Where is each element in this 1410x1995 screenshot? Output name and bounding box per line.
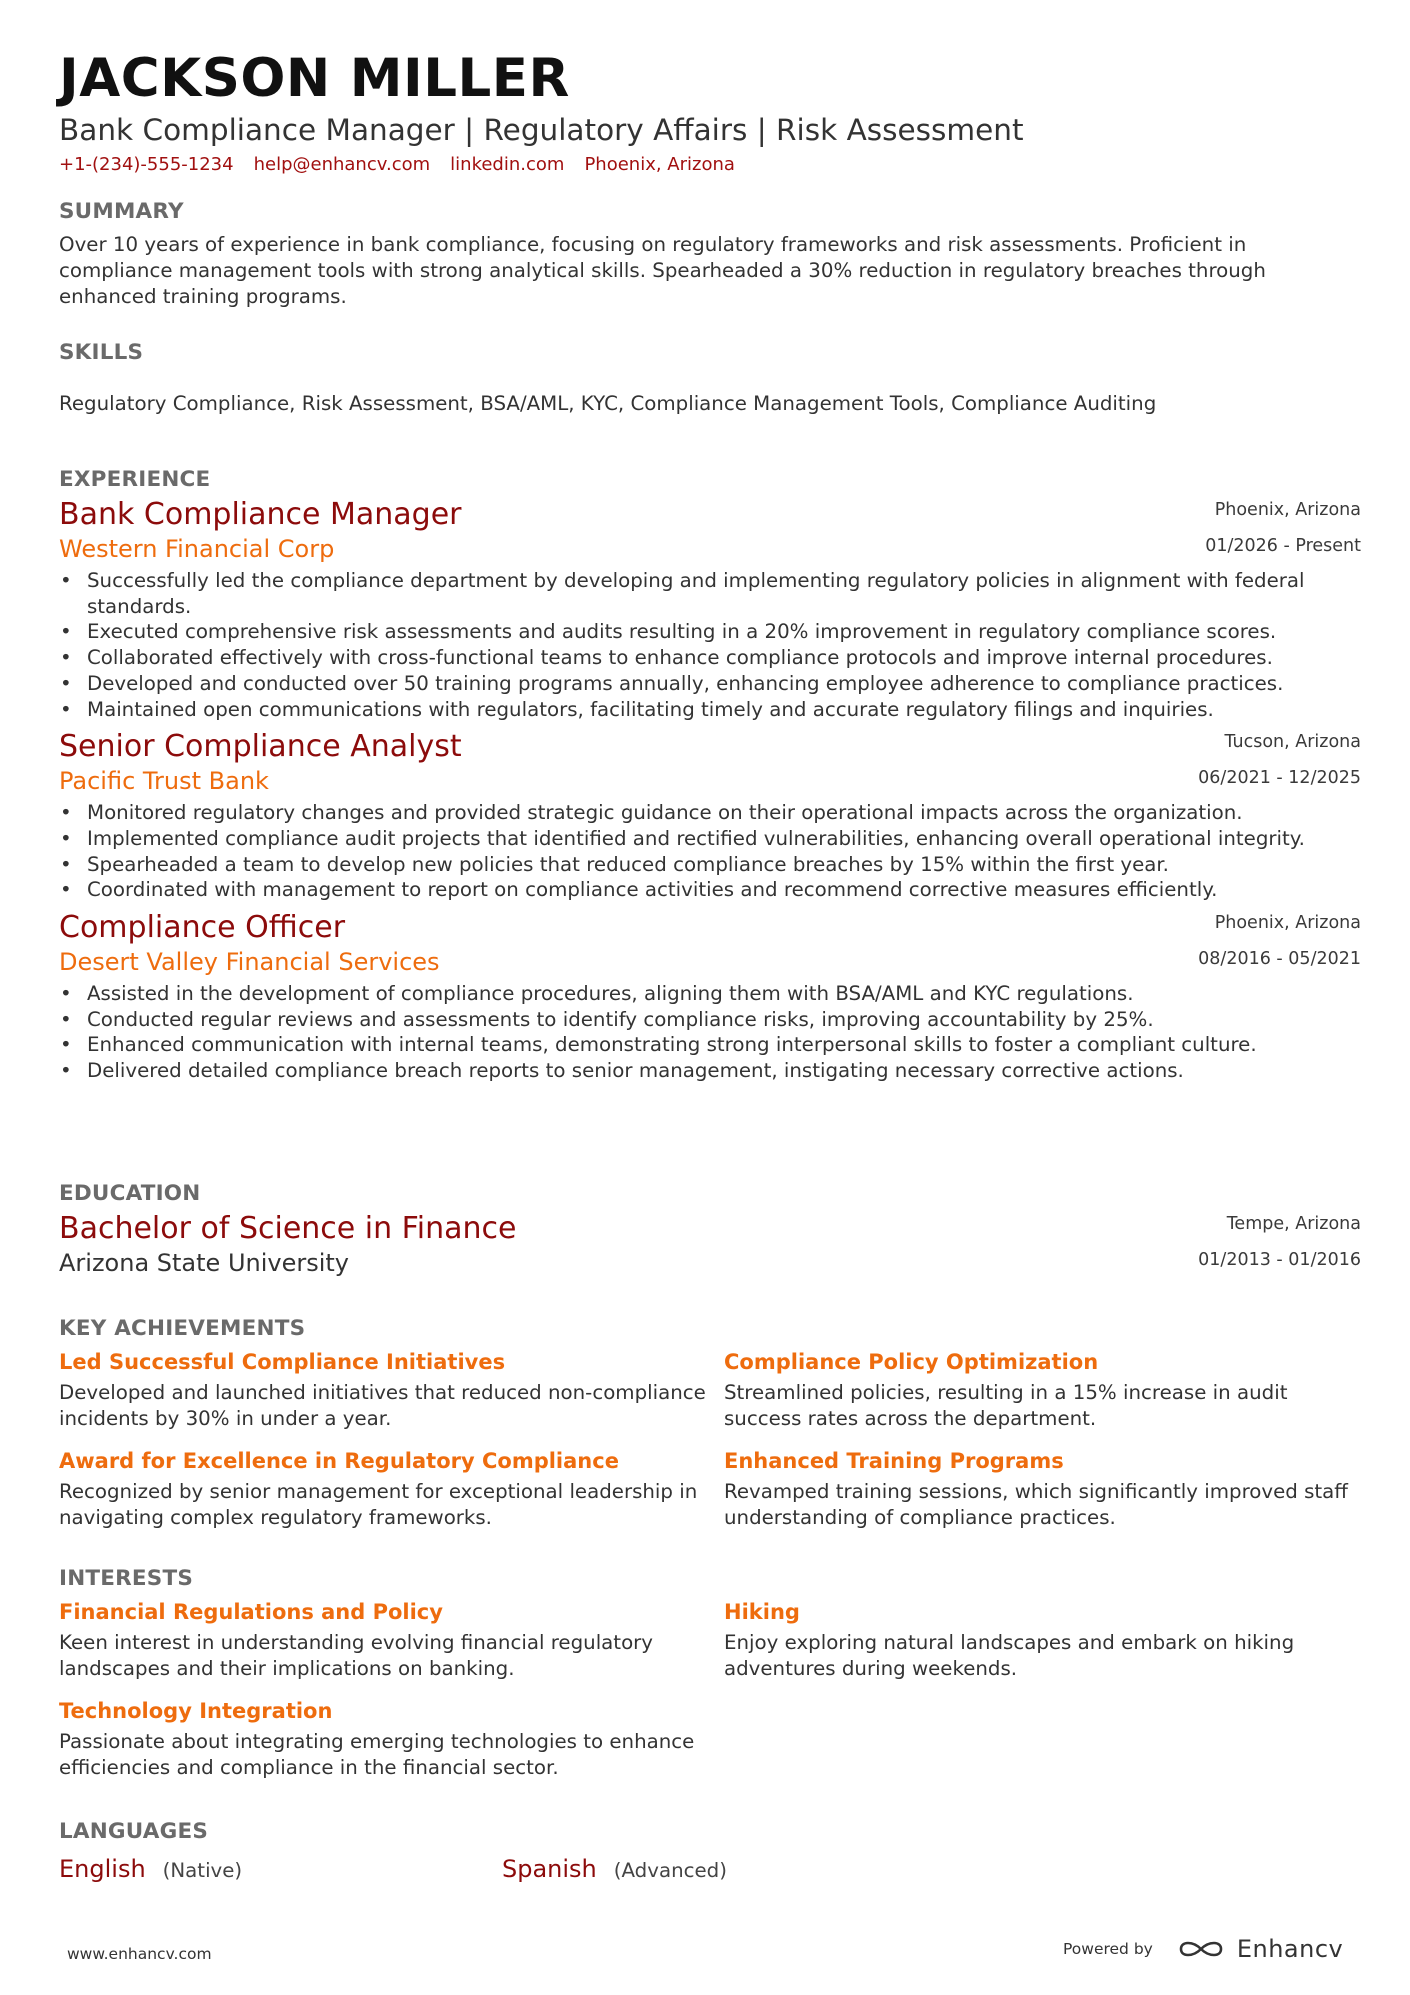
language-name: Spanish xyxy=(502,1855,597,1883)
section-title-experience: EXPERIENCE xyxy=(59,467,211,492)
achievement-title: Enhanced Training Programs xyxy=(724,1449,1064,1473)
achievement-desc: Revamped training sessions, which significantly improved staff understanding of compliance practices. xyxy=(724,1480,1348,1529)
job-title: Compliance Officer xyxy=(59,910,346,946)
education-degree: Bachelor of Science in Finance xyxy=(59,1211,517,1246)
interest-title: Financial Regulations and Policy xyxy=(59,1600,443,1624)
interests-grid xyxy=(59,1597,1359,1781)
section-title-education: EDUCATION xyxy=(59,1181,201,1206)
job-bullet: • Enhanced communication with internal teams, demonstrating strong interpersonal skills to foster a compliant culture. xyxy=(59,1032,1359,1058)
job-company: Desert Valley Financial Services xyxy=(59,948,440,977)
interests-section xyxy=(59,1564,1359,1781)
candidate-name: JACKSON MILLER xyxy=(59,48,570,109)
experience-section xyxy=(59,465,1359,1084)
achievement-card xyxy=(724,1347,1359,1432)
language-item xyxy=(59,1853,502,1887)
brand-name: Enhancv xyxy=(1236,1935,1344,1963)
interest-card xyxy=(724,1597,1359,1682)
job-title: Senior Compliance Analyst xyxy=(59,729,462,765)
achievement-card xyxy=(59,1446,724,1531)
job-bullet: • Delivered detailed compliance breach reports to senior management, instigating necessary corrective actions. xyxy=(59,1058,1359,1084)
job-company: Western Financial Corp xyxy=(59,535,335,563)
contact-row xyxy=(59,152,1359,178)
language-level: (Advanced) xyxy=(613,1859,727,1882)
skills-section xyxy=(59,338,1359,417)
candidate-headline: Bank Compliance Manager | Regulatory Affairs | Risk Assessment xyxy=(59,113,1024,147)
contact-email[interactable]: help@enhancv.com xyxy=(253,154,431,175)
job-location: Phoenix, Arizona xyxy=(1214,500,1361,520)
summary-section xyxy=(59,197,1359,310)
languages-section xyxy=(59,1817,1359,1887)
section-title-languages: LANGUAGES xyxy=(59,1819,209,1844)
education-school: Arizona State University xyxy=(59,1249,350,1277)
job-bullet: • Implemented compliance audit projects that identified and rectified vulnerabilities, enhancing overall operational integrity. xyxy=(59,826,1359,852)
achievement-desc: Recognized by senior management for exceptional leadership in navigating complex regulatory frameworks. xyxy=(59,1480,698,1529)
job-entry xyxy=(59,728,1359,903)
education-entry xyxy=(59,1210,1359,1279)
job-bullet: • Monitored regulatory changes and provided strategic guidance on their operational impacts across the organization. xyxy=(59,800,1359,826)
job-bullet: • Maintained open communications with regulators, facilitating timely and accurate regulatory filings and inquiries. xyxy=(59,697,1359,723)
achievement-title: Compliance Policy Optimization xyxy=(724,1350,1099,1374)
job-bullet: • Successfully led the compliance department by developing and implementing regulatory policies in alignment with federal standards. xyxy=(59,568,1359,619)
section-title-skills: SKILLS xyxy=(59,340,144,365)
footer-url[interactable]: www.enhancv.com xyxy=(67,1945,212,1963)
job-title: Bank Compliance Manager xyxy=(59,497,462,532)
skills-text: Regulatory Compliance, Risk Assessment, BSA/AML, KYC, Compliance Management Tools, Compliance Auditing xyxy=(59,392,1157,415)
achievement-card xyxy=(59,1347,724,1432)
section-title-interests: INTERESTS xyxy=(59,1566,194,1591)
achievement-title: Award for Excellence in Regulatory Compliance xyxy=(59,1449,619,1473)
interest-desc: Enjoy exploring natural landscapes and embark on hiking adventures during weekends. xyxy=(724,1631,1295,1680)
interest-desc: Passionate about integrating emerging technologies to enhance efficiencies and compliance in the financial sector. xyxy=(59,1730,695,1779)
job-location: Tucson, Arizona xyxy=(1224,732,1361,753)
interest-card xyxy=(59,1696,724,1781)
education-location: Tempe, Arizona xyxy=(1226,1214,1361,1234)
interest-title: Hiking xyxy=(724,1600,800,1624)
education-section xyxy=(59,1179,1359,1279)
achievement-desc: Developed and launched initiatives that reduced non-compliance incidents by 30% in under a year. xyxy=(59,1381,706,1430)
contact-linkedin[interactable]: linkedin.com xyxy=(450,154,565,175)
education-dates: 01/2013 - 01/2016 xyxy=(1198,1250,1361,1270)
interest-title: Technology Integration xyxy=(59,1699,333,1723)
contact-location: Phoenix, Arizona xyxy=(584,154,735,175)
job-company: Pacific Trust Bank xyxy=(59,767,269,796)
section-title-summary: SUMMARY xyxy=(59,199,184,224)
resume-header xyxy=(59,46,1359,178)
achievement-title: Led Successful Compliance Initiatives xyxy=(59,1350,506,1374)
job-dates: 08/2016 - 05/2021 xyxy=(1198,949,1361,970)
job-bullet: • Executed comprehensive risk assessments and audits resulting in a 20% improvement in regulatory compliance scores. xyxy=(59,619,1359,645)
language-item xyxy=(502,1853,945,1887)
summary-text: Over 10 years of experience in bank compliance, focusing on regulatory frameworks and risk assessments. Proficient in compliance management tools with strong analytical skills. Spearheaded a 30% reduction in regulatory breaches through enhanced training programs. xyxy=(59,233,1266,308)
contact-phone[interactable]: +1-(234)-555-1234 xyxy=(59,154,234,175)
language-name: English xyxy=(59,1855,146,1883)
resume-page xyxy=(59,46,1361,1883)
section-title-achievements: KEY ACHIEVEMENTS xyxy=(59,1316,306,1341)
job-location: Phoenix, Arizona xyxy=(1214,913,1361,934)
job-bullet: • Assisted in the development of compliance procedures, aligning them with BSA/AML and KYC regulations. xyxy=(59,981,1359,1007)
job-bullet: • Spearheaded a team to develop new policies that reduced compliance breaches by 15% within the first year. xyxy=(59,852,1359,878)
language-level: (Native) xyxy=(162,1859,243,1882)
job-bullets xyxy=(59,800,1359,903)
achievements-grid xyxy=(59,1347,1359,1531)
job-bullet: • Collaborated effectively with cross-functional teams to enhance compliance protocols and improve internal procedures. xyxy=(59,645,1359,671)
achievement-card xyxy=(724,1446,1359,1531)
footer-brand[interactable] xyxy=(1063,1934,1343,1964)
enhancv-logo-icon xyxy=(1177,1935,1225,1963)
job-bullets xyxy=(59,568,1359,722)
job-bullet: • Conducted regular reviews and assessments to identify compliance risks, improving accountability by 25%. xyxy=(59,1007,1359,1033)
job-dates: 01/2026 - Present xyxy=(1205,536,1361,556)
powered-by-label: Powered by xyxy=(1063,1940,1153,1958)
job-entry xyxy=(59,909,1359,1084)
job-entry xyxy=(59,496,1359,722)
languages-row xyxy=(59,1853,1359,1887)
job-bullet: • Developed and conducted over 50 training programs annually, enhancing employee adherence to compliance practices. xyxy=(59,671,1359,697)
job-bullets xyxy=(59,981,1359,1084)
achievements-section xyxy=(59,1314,1359,1531)
achievement-desc: Streamlined policies, resulting in a 15% increase in audit success rates across the department. xyxy=(724,1381,1288,1430)
interest-card xyxy=(59,1597,724,1682)
job-bullet: • Coordinated with management to report on compliance activities and recommend corrective measures efficiently. xyxy=(59,877,1359,903)
job-dates: 06/2021 - 12/2025 xyxy=(1198,768,1361,789)
interest-desc: Keen interest in understanding evolving financial regulatory landscapes and their implications on banking. xyxy=(59,1631,654,1680)
